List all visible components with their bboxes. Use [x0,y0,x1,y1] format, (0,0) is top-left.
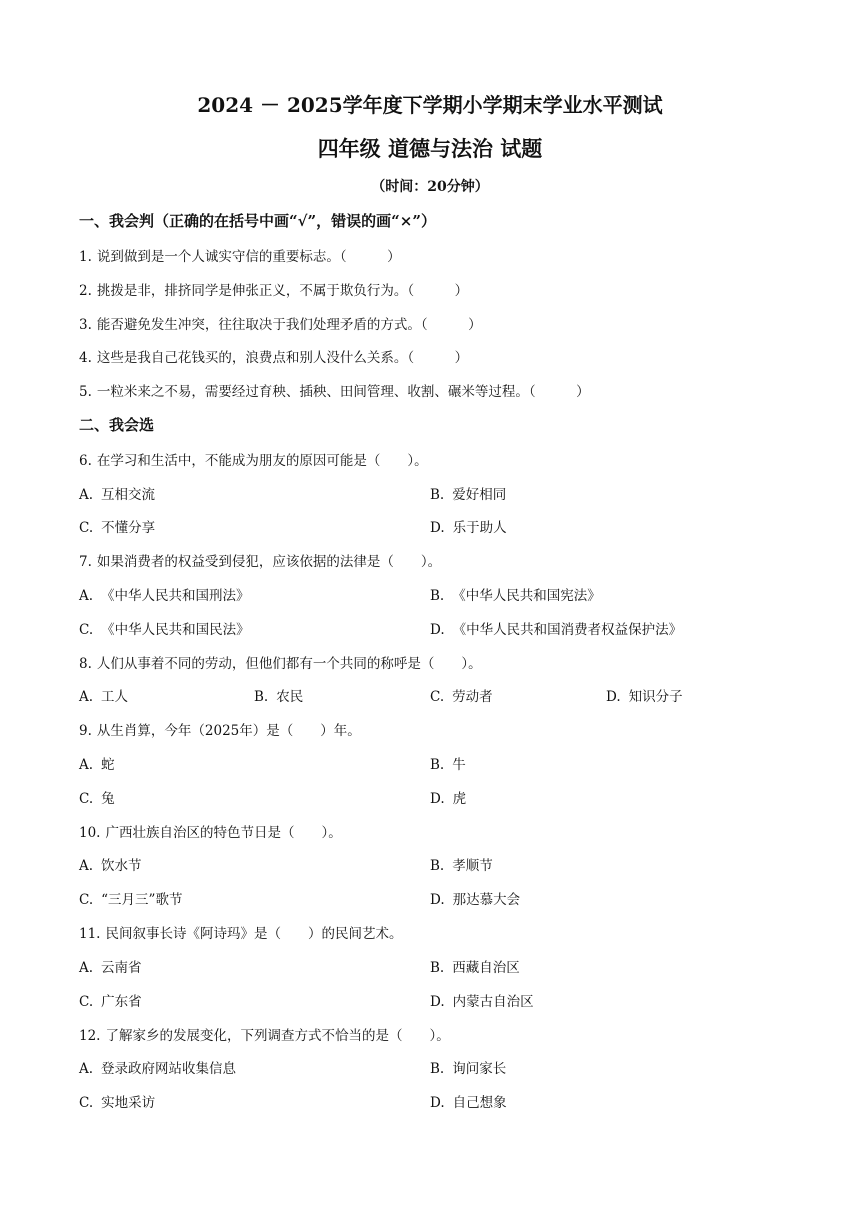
question-number: 1. [79,249,92,265]
question-text: 了解家乡的发展变化，下列调查方式不恰当的是（ ）。 [105,1028,450,1044]
option-text: “三月三”歌节 [101,892,183,908]
judge-item [79,245,401,265]
question-text: 广西壮族自治区的特色节日是（ ）。 [105,825,342,841]
option-c [79,990,142,1010]
option-a [79,584,250,604]
option-text: 爱好相同 [452,487,507,503]
option-text: 互相交流 [101,487,156,503]
question-text: 如果消费者的权益受到侵犯，应该依据的法律是（ ）。 [96,554,442,570]
option-c [79,888,182,908]
option-b [430,854,493,874]
question-text: 一粒米来之不易，需要经过育秧、插秧、田间管理、收割、碾米等过程。（ ） [96,384,590,400]
option-letter: A. [79,757,94,773]
option-text: 牛 [452,757,466,773]
question-number: 6. [79,453,92,469]
option-c [79,1091,155,1111]
option-text: 不懂分享 [101,520,156,536]
option-text: 云南省 [101,960,142,976]
option-text: 《中华人民共和国消费者权益保护法》 [452,622,683,638]
judge-item [79,346,468,366]
option-letter: D. [430,994,445,1010]
option-letter: A. [79,689,94,705]
option-letter: B. [254,689,269,705]
option-letter: A. [79,1061,94,1077]
exam-subtitle: 四年级 道德与法治 试题 [317,136,543,161]
option-letter: D. [430,791,445,807]
option-text: 《中华人民共和国民法》 [101,622,250,638]
option-text: 农民 [276,689,304,705]
judge-item [79,279,468,299]
option-a [79,483,155,503]
option-letter: C. [79,892,94,908]
choice-question [79,652,482,672]
option-a [79,854,142,874]
exam-title: 2024 － 2025学年度下学期小学期末学业水平测试 [197,93,663,117]
option-letter: B. [430,960,445,976]
section-judge-heading: 一、我会判（正确的在括号中画“√”，错误的画“×”） [79,212,436,230]
judge-item [79,380,590,400]
question-number: 2. [79,283,92,299]
choice-question [79,1024,450,1044]
option-text: 《中华人民共和国刑法》 [101,588,250,604]
question-text: 人们从事着不同的劳动，但他们都有一个共同的称呼是（ ）。 [96,656,482,672]
option-letter: B. [430,1061,445,1077]
option-text: 内蒙古自治区 [452,994,534,1010]
option-d [606,685,683,705]
option-b [430,956,520,976]
option-letter: C. [430,689,445,705]
exam-time: （时间：20分钟） [371,179,489,195]
option-text: 虎 [452,791,467,807]
option-d [430,888,520,908]
option-text: 广东省 [101,994,142,1010]
question-number: 9. [79,723,92,739]
option-letter: B. [430,487,445,503]
option-c [79,618,250,638]
option-text: 蛇 [101,757,115,773]
option-c [79,516,155,536]
option-a [79,753,115,773]
question-number: 7. [79,554,92,570]
option-a [79,685,128,705]
option-b [430,483,506,503]
option-letter: A. [79,588,94,604]
section-choice-heading: 二、我会选 [79,416,155,434]
option-d [430,990,534,1010]
option-letter: B. [430,588,445,604]
option-letter: C. [79,791,94,807]
question-text: 民间叙事长诗《阿诗玛》是（ ）的民间艺术。 [105,926,403,942]
option-letter: D. [430,622,445,638]
option-letter: A. [79,487,94,503]
option-text: 饮水节 [101,858,142,874]
question-text: 这些是我自己花钱买的，浪费点和别人没什么关系。（ ） [96,350,469,366]
option-text: 工人 [101,689,129,705]
option-letter: D. [606,689,621,705]
option-c [430,685,493,705]
choice-question [79,719,361,739]
question-text: 从生肖算，今年（2025年）是（ ）年。 [96,723,361,739]
option-d [430,516,507,536]
question-number: 3. [79,317,92,333]
option-text: 知识分子 [628,689,683,705]
option-letter: A. [79,960,94,976]
option-text: 兔 [101,791,115,807]
question-number: 12. [79,1028,101,1044]
option-text: 劳动者 [452,689,493,705]
question-number: 10. [79,825,101,841]
option-letter: D. [430,1095,445,1111]
choice-question [79,922,402,942]
question-text: 在学习和生活中，不能成为朋友的原因可能是（ ）。 [96,453,428,469]
option-letter: C. [79,520,94,536]
option-text: 实地采访 [101,1095,156,1111]
choice-question [79,550,441,570]
option-c [79,787,115,807]
option-letter: C. [79,1095,94,1111]
option-letter: B. [430,858,445,874]
option-letter: D. [430,892,445,908]
option-letter: B. [430,757,445,773]
option-d [430,787,466,807]
option-text: 乐于助人 [452,520,507,536]
question-number: 4. [79,350,92,366]
option-d [430,1091,507,1111]
question-text: 挑拨是非，排挤同学是伸张正义，不属于欺负行为。（ ） [96,283,469,299]
question-number: 5. [79,384,92,400]
question-text: 能否避免发生冲突，往往取决于我们处理矛盾的方式。（ ） [96,317,482,333]
option-text: 那达慕大会 [452,892,521,908]
option-text: 询问家长 [452,1061,507,1077]
option-a [79,956,142,976]
question-number: 8. [79,656,92,672]
option-letter: D. [430,520,445,536]
option-b [430,584,601,604]
option-d [430,618,682,638]
question-number: 11. [79,926,101,942]
choice-question [79,821,342,841]
option-b [430,1057,506,1077]
option-text: 孝顺节 [452,858,493,874]
option-b [254,685,303,705]
judge-item [79,313,482,333]
option-letter: C. [79,994,94,1010]
option-text: 西藏自治区 [452,960,520,976]
option-text: 自己想象 [452,1095,507,1111]
option-a [79,1057,236,1077]
question-text: 说到做到是一个人诚实守信的重要标志。（ ） [96,249,401,265]
option-text: 《中华人民共和国宪法》 [452,588,601,604]
choice-question [79,449,428,469]
option-letter: C. [79,622,94,638]
option-b [430,753,466,773]
option-letter: A. [79,858,94,874]
option-text: 登录政府网站收集信息 [101,1061,237,1077]
